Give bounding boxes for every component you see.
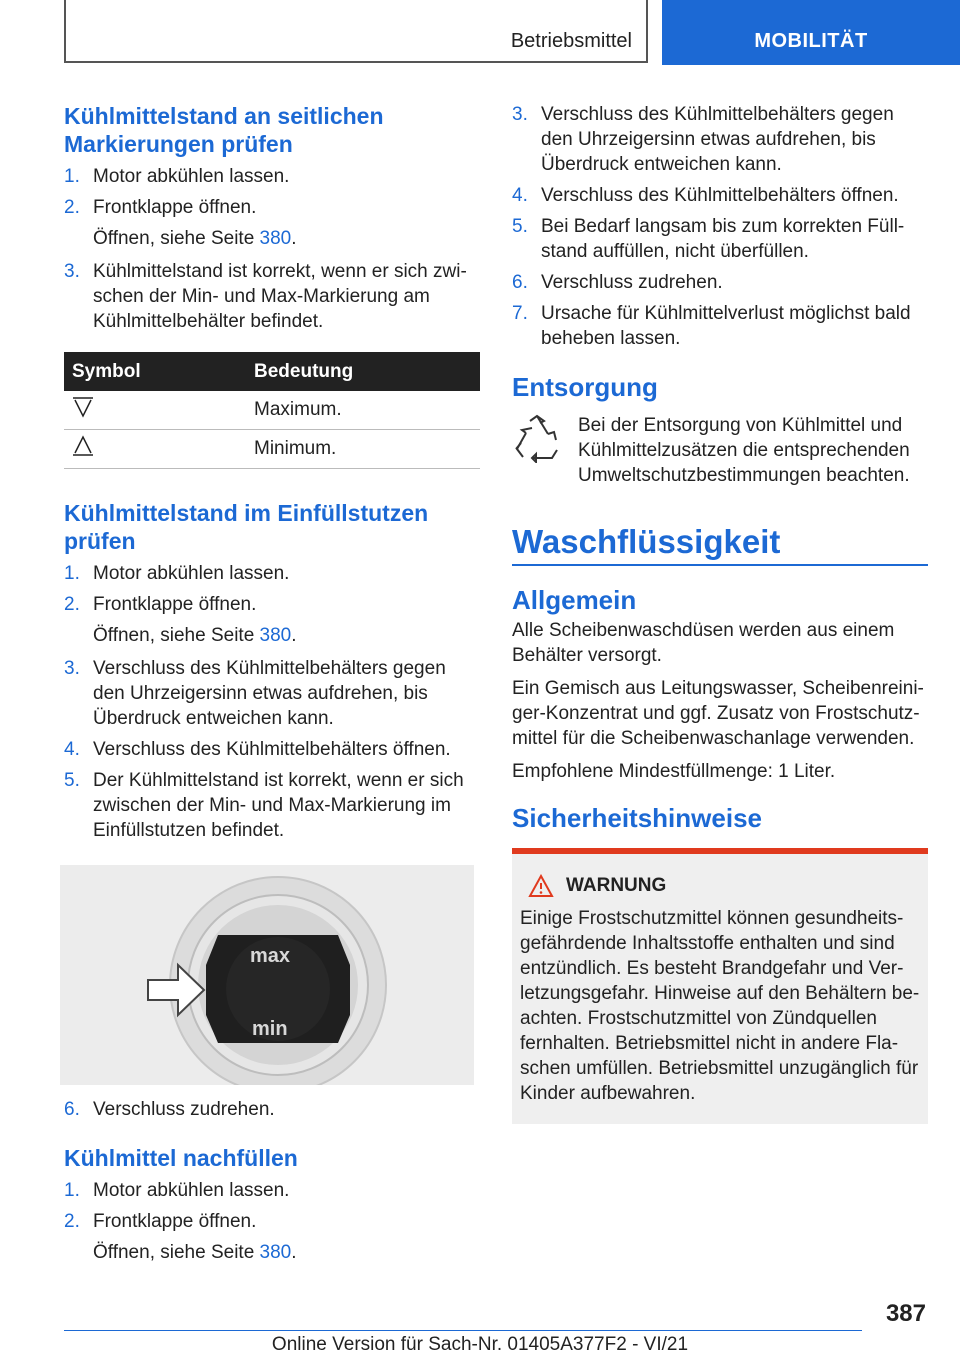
list-item: 4. Verschluss des Kühlmittelbehälters öffnen.: [512, 185, 899, 206]
step-number: 3.: [64, 261, 80, 282]
title-divider: [512, 564, 928, 566]
warning-box: [512, 848, 928, 1124]
list-item: 2. Frontklappe öffnen.: [64, 1211, 257, 1232]
list-item: [64, 259, 480, 334]
step-text: Motor abkühlen lassen.: [93, 166, 290, 187]
list-item: 4. Verschluss des Kühlmittelbehälters öffnen.: [64, 739, 451, 760]
list-item: 3. Verschluss des Kühlmittelbehälters gegen den Uhrzeigersinn etwas aufdrehen, bis Überdruck entweichen kann.: [512, 104, 894, 175]
list-item: 6. Verschluss zudrehen.: [512, 272, 723, 293]
step-number: 2.: [64, 197, 80, 218]
symbol-meaning: Minimum.: [246, 430, 480, 469]
recycle-icon: [512, 413, 562, 463]
list-item: [64, 164, 480, 189]
step-number: 1.: [64, 166, 80, 187]
list-item: 1. Motor abkühlen lassen.: [64, 563, 290, 584]
footer-divider: [64, 1330, 862, 1331]
header-chapter-label: MOBILITÄT: [754, 30, 868, 52]
list-item: 1. Motor abkühlen lassen.: [64, 1180, 290, 1201]
section-title-disposal: Entsorgung: [512, 372, 658, 402]
list-item: 6. Verschluss zudrehen.: [64, 1099, 275, 1120]
header-chapter-tab: [662, 0, 960, 65]
header-section-title: Betriebsmittel: [510, 30, 632, 52]
disposal-text: Bei der Entsorgung von Kühlmittel und Kühlmittelzusätzen die entsprechenden Umweltschutzbestimmungen beachten.: [578, 415, 910, 486]
warning-title: WARNUNG: [566, 875, 667, 896]
page-number: 387: [885, 1300, 926, 1327]
page-link[interactable]: 380: [259, 1242, 292, 1263]
section-title-side-markings: Kühlmittelstand an seitlichen Markierungen prüfen: [64, 103, 384, 157]
page-link[interactable]: 380: [259, 228, 292, 249]
warning-text: Einige Frostschutzmittel können gesundheits-gefährdende Inhaltsstoffe enthalten und sind entzündlich. Es besteht Brandgefahr und Ver-letzungsgefahr. Hinweise auf den Behältern be-achten. Frostschutzmittel von Zündquellen fernhalten. Betriebsmittel nicht in andere Fla-schen umfüllen. Betriebsmittel unzugänglich für Kinder aufbewahren.: [520, 908, 920, 1104]
table-header-meaning: Bedeutung: [246, 352, 480, 391]
min-label: min: [252, 1018, 288, 1040]
left-column: [64, 102, 480, 1273]
min-mark-icon: [72, 435, 94, 457]
page-reference: Öffnen, siehe Seite 380.: [93, 1242, 297, 1263]
symbol-meaning: Maximum.: [246, 391, 480, 430]
list-item: 7. Ursache für Kühlmittelverlust möglichst bald beheben lassen.: [512, 303, 911, 349]
paragraph: Ein Gemisch aus Leitungswasser, Scheibenreini-ger-Konzentrat und ggf. Zusatz von Frostschutz-mittel für die Scheibenwaschanlage verwenden.: [512, 678, 924, 749]
section-title-safety: Sicherheitshinweise: [512, 803, 762, 833]
table-row: [64, 430, 480, 469]
paragraph: Empfohlene Mindestfüllmenge: 1 Liter.: [512, 761, 836, 782]
right-column: [512, 102, 928, 1124]
step-text: Frontklappe öffnen.: [93, 197, 257, 218]
step-text: Kühlmittelstand ist korrekt, wenn er sich zwi-schen der Min- und Max-Markierung am Kühlmittelbehälter befindet.: [93, 261, 467, 332]
page-reference: Öffnen, siehe Seite 380.: [93, 625, 297, 646]
filler-neck-photo: [60, 865, 474, 1085]
warning-triangle-icon: [528, 874, 554, 898]
list-item: [64, 195, 480, 220]
chapter-title-washer-fluid: Waschflüssigkeit: [512, 523, 781, 560]
list-item: 5. Bei Bedarf langsam bis zum korrekten Füll-stand auffüllen, nicht überfüllen.: [512, 216, 905, 262]
symbol-table: [64, 352, 480, 469]
header-frame: [64, 0, 648, 63]
section-title-filler-neck: Kühlmittelstand im Einfüllstutzen prüfen: [64, 500, 429, 554]
page-reference: Öffnen, siehe Seite 380.: [93, 228, 297, 249]
paragraph: Alle Scheibenwaschdüsen werden aus einem Behälter versorgt.: [512, 620, 895, 666]
max-label: max: [250, 945, 291, 967]
list-item: 5. Der Kühlmittelstand ist korrekt, wenn er sich zwischen der Min- und Max-Markierung im Einfüllstutzen befindet.: [64, 770, 464, 841]
disposal-note: [512, 413, 928, 488]
max-mark-icon: [72, 396, 94, 418]
section-title-general: Allgemein: [512, 585, 637, 615]
table-header-symbol: Symbol: [64, 352, 246, 391]
footer-text: Online Version für Sach-Nr. 01405A377F2 - VI/21: [271, 1334, 689, 1355]
list-item: 3. Verschluss des Kühlmittelbehälters gegen den Uhrzeigersinn etwas aufdrehen, bis Überdruck entweichen kann.: [64, 658, 446, 729]
list-item: 2. Frontklappe öffnen.: [64, 594, 257, 615]
table-row: [64, 391, 480, 430]
filler-neck-illustration: [60, 865, 474, 1085]
section-title-refill: Kühlmittel nachfüllen: [64, 1145, 298, 1171]
page-link[interactable]: 380: [259, 625, 292, 646]
